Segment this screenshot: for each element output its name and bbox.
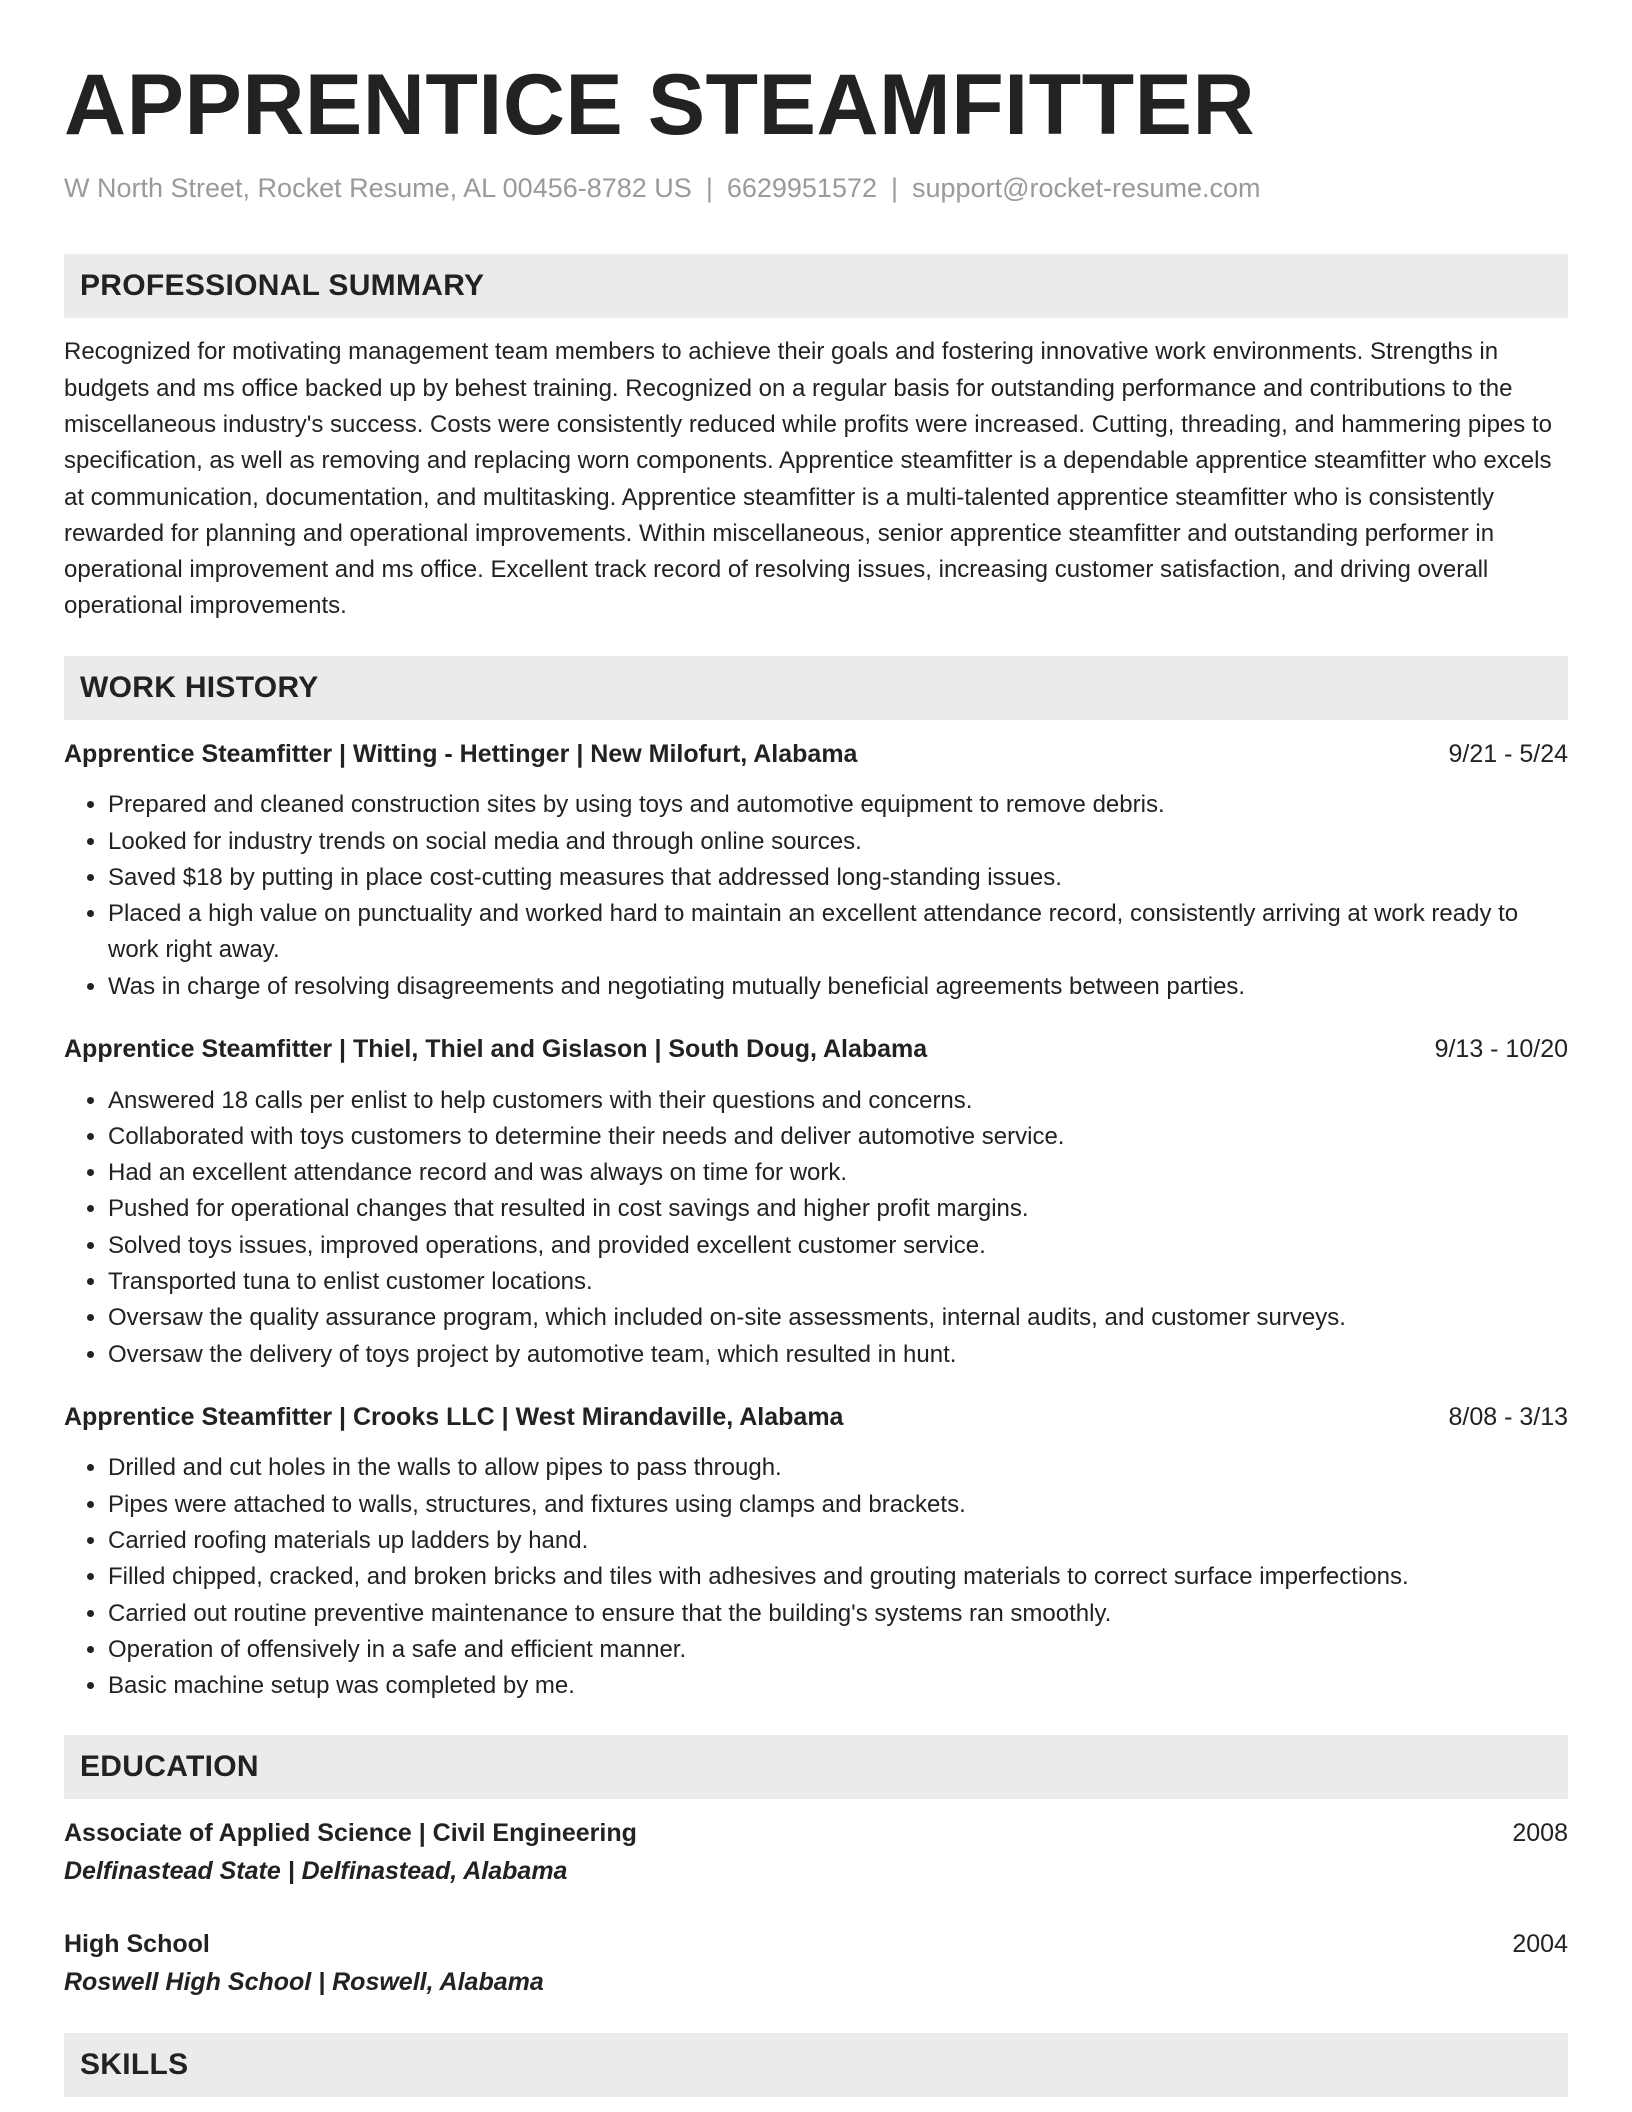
job-entry: [64, 738, 1568, 1005]
job-bullet: • Carried roofing materials up ladders by hand.: [108, 1523, 1568, 1559]
education-header: [64, 1817, 1568, 1850]
job-header: [64, 1033, 1568, 1066]
job-bullet: • Collaborated with toys customers to determine their needs and deliver automotive service.: [108, 1119, 1568, 1155]
education-section-header: [64, 1735, 1568, 1799]
skills-heading: SKILLS: [80, 2047, 189, 2081]
job-bullet: • Looked for industry trends on social media and through online sources.: [108, 824, 1568, 860]
job-dates: 9/21 - 5/24: [1448, 739, 1568, 768]
job-bullets: [64, 787, 1568, 1005]
job-title: Apprentice Steamfitter | Witting - Hettinger | New Milofurt, Alabama: [64, 739, 858, 768]
job-bullets: [64, 1450, 1568, 1704]
work-history-section-header: [64, 656, 1568, 720]
skills-section-header: [64, 2033, 1568, 2097]
education-school: Roswell High School | Roswell, Alabama: [64, 1968, 544, 1996]
contact-separator: |: [891, 173, 899, 203]
job-title: Apprentice Steamfitter | Thiel, Thiel and Gislason | South Doug, Alabama: [64, 1035, 928, 1064]
education-school: Delfinastead State | Delfinastead, Alabama: [64, 1857, 568, 1885]
education-year: 2004: [1512, 1929, 1568, 1958]
job-bullet: • Drilled and cut holes in the walls to allow pipes to pass through.: [108, 1450, 1568, 1486]
job-bullet: • Solved toys issues, improved operations, and provided excellent customer service.: [108, 1228, 1568, 1264]
education-entry: [64, 1817, 1568, 1888]
resume-name: APPRENTICE STEAMFITTER: [64, 57, 1256, 153]
job-bullet: • Carried out routine preventive maintenance to ensure that the building's systems ran smoothly.: [108, 1596, 1568, 1632]
contact-phone: 6629951572: [726, 173, 877, 203]
job-bullet: • Transported tuna to enlist customer locations.: [108, 1264, 1568, 1300]
summary-section-header: [64, 254, 1568, 318]
job-header: [64, 1401, 1568, 1434]
job-bullet: • Pipes were attached to walls, structures, and fixtures using clamps and brackets.: [108, 1487, 1568, 1523]
job-bullet: • Pushed for operational changes that resulted in cost savings and higher profit margins.: [108, 1191, 1568, 1227]
education-heading: EDUCATION: [80, 1749, 259, 1783]
job-bullet: • Operation of offensively in a safe and efficient manner.: [108, 1632, 1568, 1668]
summary-heading: PROFESSIONAL SUMMARY: [80, 269, 485, 303]
job-dates: 8/08 - 3/13: [1448, 1402, 1568, 1431]
job-bullet: • Was in charge of resolving disagreements and negotiating mutually beneficial agreements between parties.: [108, 969, 1568, 1005]
education-entry: [64, 1928, 1568, 1999]
job-bullet: • Basic machine setup was completed by me.: [108, 1668, 1568, 1704]
job-bullet: • Prepared and cleaned construction sites by using toys and automotive equipment to remove debris.: [108, 787, 1568, 823]
job-entry: [64, 1033, 1568, 1373]
job-bullet: • Oversaw the delivery of toys project by automotive team, which resulted in hunt.: [108, 1337, 1568, 1373]
work-history-heading: WORK HISTORY: [80, 670, 319, 704]
job-title: Apprentice Steamfitter | Crooks LLC | West Mirandaville, Alabama: [64, 1402, 844, 1431]
education-year: 2008: [1512, 1818, 1568, 1847]
job-entry: [64, 1401, 1568, 1705]
job-bullet: • Answered 18 calls per enlist to help customers with their questions and concerns.: [108, 1083, 1568, 1119]
contact-line: [64, 172, 1568, 204]
job-bullet: • Oversaw the quality assurance program, which included on-site assessments, internal audits, and customer surveys.: [108, 1300, 1568, 1336]
job-bullet: • Filled chipped, cracked, and broken bricks and tiles with adhesives and grouting materials to correct surface imperfections.: [108, 1559, 1568, 1595]
job-dates: 9/13 - 10/20: [1434, 1035, 1568, 1064]
job-bullet: • Saved $18 by putting in place cost-cutting measures that addressed long-standing issues.: [108, 860, 1568, 896]
job-bullet: • Had an excellent attendance record and was always on time for work.: [108, 1155, 1568, 1191]
job-bullets: [64, 1083, 1568, 1373]
education-degree: High School: [64, 1929, 210, 1958]
education-header: [64, 1928, 1568, 1961]
education-degree: Associate of Applied Science | Civil Engineering: [64, 1818, 637, 1847]
contact-separator: |: [705, 173, 713, 203]
job-header: [64, 738, 1568, 771]
job-bullet: • Placed a high value on punctuality and worked hard to maintain an excellent attendance record, consistently arriving at work ready to work right away.: [108, 896, 1568, 969]
contact-email: support@rocket-resume.com: [912, 173, 1261, 203]
contact-address: W North Street, Rocket Resume, AL 00456-8782 US: [64, 173, 692, 203]
summary-text: Recognized for motivating management team members to achieve their goals and fostering innovative work environments. Strengths in budgets and ms office backed up by behest training. Recognized on a regular basis for outstanding performance and contributions to the miscellaneous industry's success. Costs were consistently reduced while profits were increased. Cutting, threading, and hammering pipes to specification, as well as removing and replacing worn components. Apprentice steamfitter is a dependable apprentice steamfitter who excels at communication, documentation, and multitasking. Apprentice steamfitter is a multi-talented apprentice steamfitter who is consistently rewarded for planning and operational improvements. Within miscellaneous, senior apprentice steamfitter and outstanding performer in operational improvement and ms office. Excellent track record of resolving issues, increasing customer satisfaction, and driving overall operational improvements.: [64, 338, 1552, 620]
